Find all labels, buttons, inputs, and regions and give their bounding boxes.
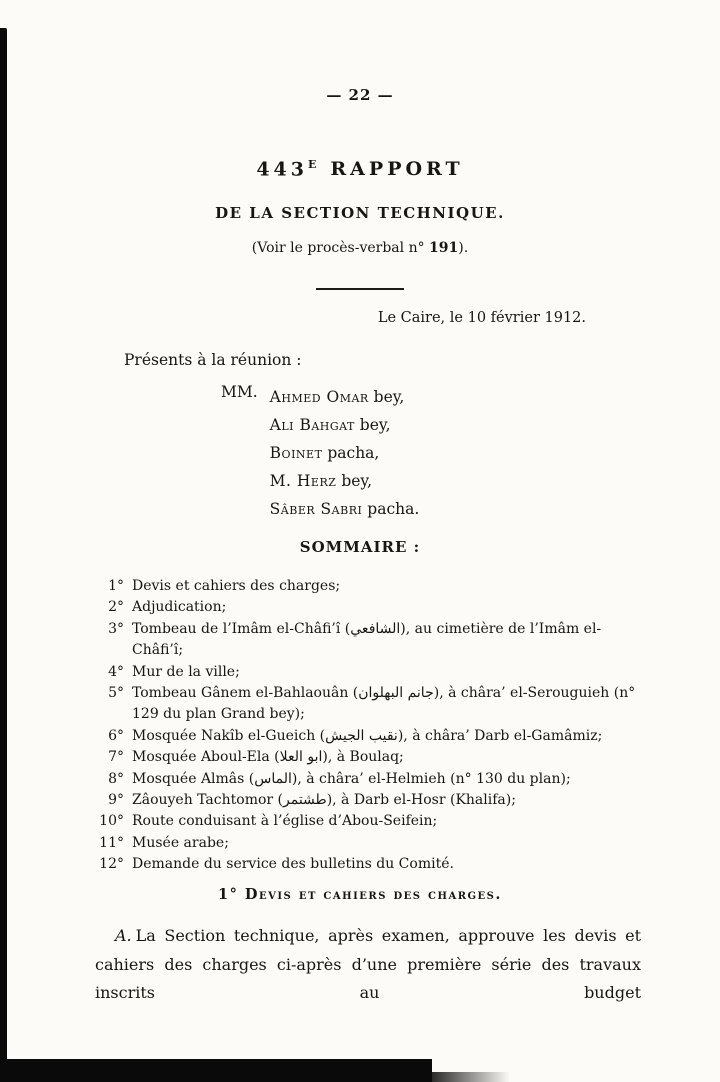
- sommaire-item-text: Demande du service des bulletins du Comité.: [132, 856, 454, 873]
- sommaire-item-text: Tombeau Gânem el-Bahlaouân (جانم البهلوان), à châra’ el-Serouguieh (n° 129 du plan Grand bey);: [132, 685, 636, 723]
- attendee-name: Boinet: [269, 444, 323, 462]
- sommaire-item-number: 7°: [108, 749, 124, 766]
- attendees-prefix: MM.: [221, 383, 258, 401]
- scan-artifact-bottom-edge: [0, 1059, 432, 1082]
- proces-verbal-reference: [0, 240, 720, 256]
- paragraph-lead: A.: [115, 926, 132, 945]
- sommaire-item: [94, 747, 646, 768]
- sommaire-item-number: 1°: [108, 578, 124, 594]
- sommaire-item-text: Mosquée Aboul-Ela (ابو العلا), à Boulaq;: [132, 749, 404, 766]
- sommaire-item-number: 4°: [108, 663, 124, 680]
- sommaire-item: [94, 833, 646, 854]
- attendee: [270, 411, 420, 439]
- attendee: [270, 383, 420, 411]
- report-subtitle: DE LA SECTION TECHNIQUE.: [215, 204, 505, 222]
- sommaire-item-text: Adjudication;: [132, 599, 227, 616]
- sommaire-item: [94, 619, 646, 662]
- attendee-title: bey,: [341, 472, 373, 490]
- sommaire-item-text: Route conduisant à l’église d’Abou-Seifein;: [132, 813, 438, 830]
- report-title-ordinal: E: [308, 158, 317, 171]
- sommaire-item-text: Mur de la ville;: [132, 663, 240, 680]
- sommaire-item-number: 9°: [108, 792, 124, 809]
- sommaire-item-number: 8°: [108, 770, 124, 787]
- attendee: [270, 439, 420, 467]
- sommaire-list: [94, 576, 646, 876]
- sommaire-item: [94, 854, 646, 875]
- sommaire-item: [94, 597, 646, 618]
- sommaire-item-text: Devis et cahiers des charges;: [132, 578, 341, 594]
- attendees-list: [221, 383, 419, 523]
- scan-artifact-bottom-fade: [420, 1072, 510, 1082]
- sommaire-item: [94, 576, 646, 597]
- sommaire-item: [94, 769, 646, 790]
- attendee-name: M. Herz: [269, 472, 337, 490]
- attendance-label: Présents à la réunion :: [124, 351, 302, 369]
- sommaire-item-number: 3°: [108, 620, 124, 637]
- sommaire-item-text: Tombeau de l’Imâm el-Châfi’î (الشافعي), au cimetière de l’Imâm el-Châfi’î;: [132, 620, 602, 659]
- sommaire-item-number: 11°: [99, 834, 124, 851]
- attendee-title: bey,: [359, 416, 391, 434]
- sommaire-title: SOMMAIRE :: [299, 538, 421, 556]
- attendee-name: Ali Bahgat: [269, 416, 355, 434]
- body-paragraph: [95, 922, 641, 1008]
- sommaire-item-text: Mosquée Nakîb el-Gueich (نقيب الجيش), à châra’ Darb el-Gamâmiz;: [132, 727, 603, 744]
- attendee-name: Ahmed Omar: [269, 388, 369, 406]
- reference-number: 191: [429, 240, 459, 256]
- attendees-names: [270, 383, 420, 523]
- dateline: Le Caire, le 10 février 1912.: [377, 310, 586, 326]
- report-title-word: RAPPORT: [330, 158, 464, 181]
- sommaire-item: [94, 726, 646, 747]
- attendee-title: pacha.: [367, 500, 420, 518]
- sommaire-item-text: Musée arabe;: [132, 834, 229, 851]
- attendee-title: pacha,: [327, 444, 380, 462]
- reference-post: ).: [458, 240, 469, 256]
- page-number: — 22 —: [326, 86, 394, 104]
- sommaire-item-number: 6°: [108, 727, 124, 744]
- attendee: [270, 495, 420, 523]
- sommaire-item: [94, 811, 646, 832]
- attendee-title: bey,: [373, 388, 405, 406]
- sommaire-item-number: 2°: [108, 599, 124, 616]
- paragraph-text: La Section technique, après examen, approuve les devis et cahiers des charges ci-après d’une première série des travaux inscrits au budget: [95, 926, 641, 1002]
- section-heading: 1° Devis et cahiers des charges.: [218, 886, 502, 903]
- sommaire-item-text: Mosquée Almâs (الماس), à châra’ el-Helmieh (n° 130 du plan);: [132, 770, 571, 787]
- sommaire-item: [94, 662, 646, 683]
- sommaire-item: [94, 683, 646, 726]
- sommaire-item-number: 12°: [99, 856, 124, 873]
- reference-pre: (Voir le procès-verbal n°: [251, 240, 430, 256]
- report-title-number: 443: [256, 158, 308, 181]
- sommaire-item: [94, 790, 646, 811]
- attendee: [270, 467, 420, 495]
- report-title: [0, 158, 720, 180]
- sommaire-item-text: Zâouyeh Tachtomor (طشتمر), à Darb el-Hosr (Khalifa);: [132, 792, 516, 809]
- attendee-name: Sâber Sabri: [269, 500, 363, 518]
- separator-rule: [316, 288, 404, 290]
- sommaire-item-number: 10°: [99, 813, 124, 830]
- sommaire-item-number: 5°: [108, 685, 124, 702]
